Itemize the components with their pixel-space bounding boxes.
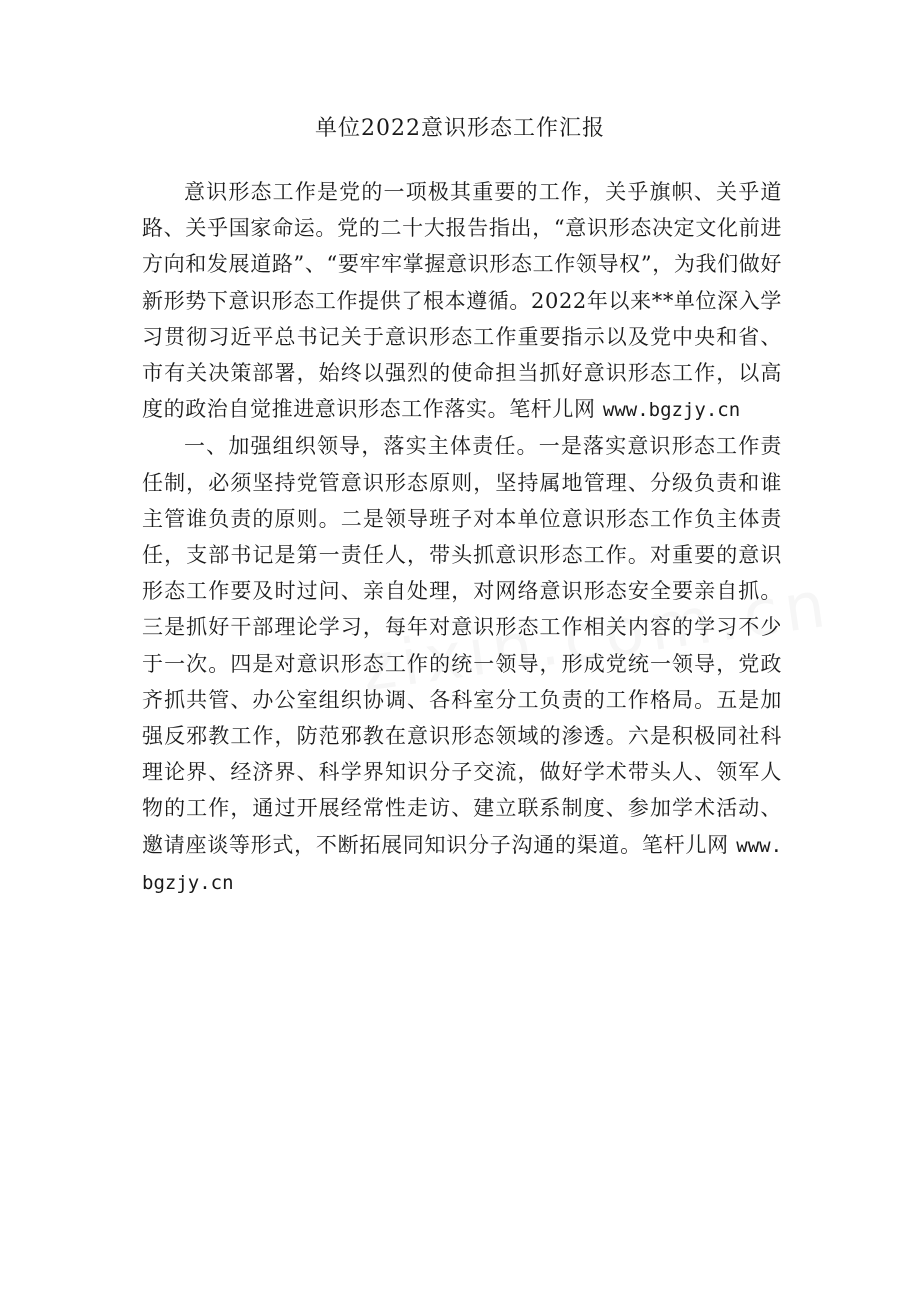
paragraph-section-1	[142, 428, 782, 901]
document-title: 单位2022意识形态工作汇报	[315, 116, 605, 141]
paragraph-intro-url: www.bgzjy.cn	[602, 399, 741, 422]
paragraph-intro-text: 意识形态工作是党的一项极其重要的工作，关乎旗帜、关乎道路、关乎国家命运。党的二十大报告指出，“意识形态决定文化前进方向和发展道路”、“要牢牢掌握意识形态工作领导权”，为我们做好新形势下意识形态工作提供了根本遵循。2022年以来**单位深入学习贯彻习近平总书记关于意识形态工作重要指示以及党中央和省、市有关决策部署，始终以强烈的使命担当抓好意识形态工作，以高度的政治自觉推进意识形态工作落实。笔杆儿网	[142, 180, 782, 422]
paragraph-section-1-text: 一、加强组织领导，落实主体责任。一是落实意识形态工作责任制，必须坚持党管意识形态原则，坚持属地管理、分级负责和谁主管谁负责的原则。二是领导班子对本单位意识形态工作负主体责任，支部书记是第一责任人，带头抓意识形态工作。对重要的意识形态工作要及时过问、亲自处理，对网络意识形态安全要亲自抓。三是抓好干部理论学习，每年对意识形态工作相关内容的学习不少于一次。四是对意识形态工作的统一领导，形成党统一领导，党政齐抓共管、办公室组织协调、各科室分工负责的工作格局。五是加强反邪教工作，防范邪教在意识形态领域的渗透。六是积极同社科理论界、经济界、科学界知识分子交流，做好学术带头人、领军人物的工作，通过开展经常性走访、建立联系制度、参加学术活动、邀请座谈等形式，不断拓展同知识分子沟通的渠道。笔杆儿网	[142, 434, 782, 857]
document-body	[142, 174, 782, 901]
paragraph-section-1-url: www.bgzjy.cn	[142, 834, 783, 894]
paragraph-intro	[142, 174, 782, 428]
